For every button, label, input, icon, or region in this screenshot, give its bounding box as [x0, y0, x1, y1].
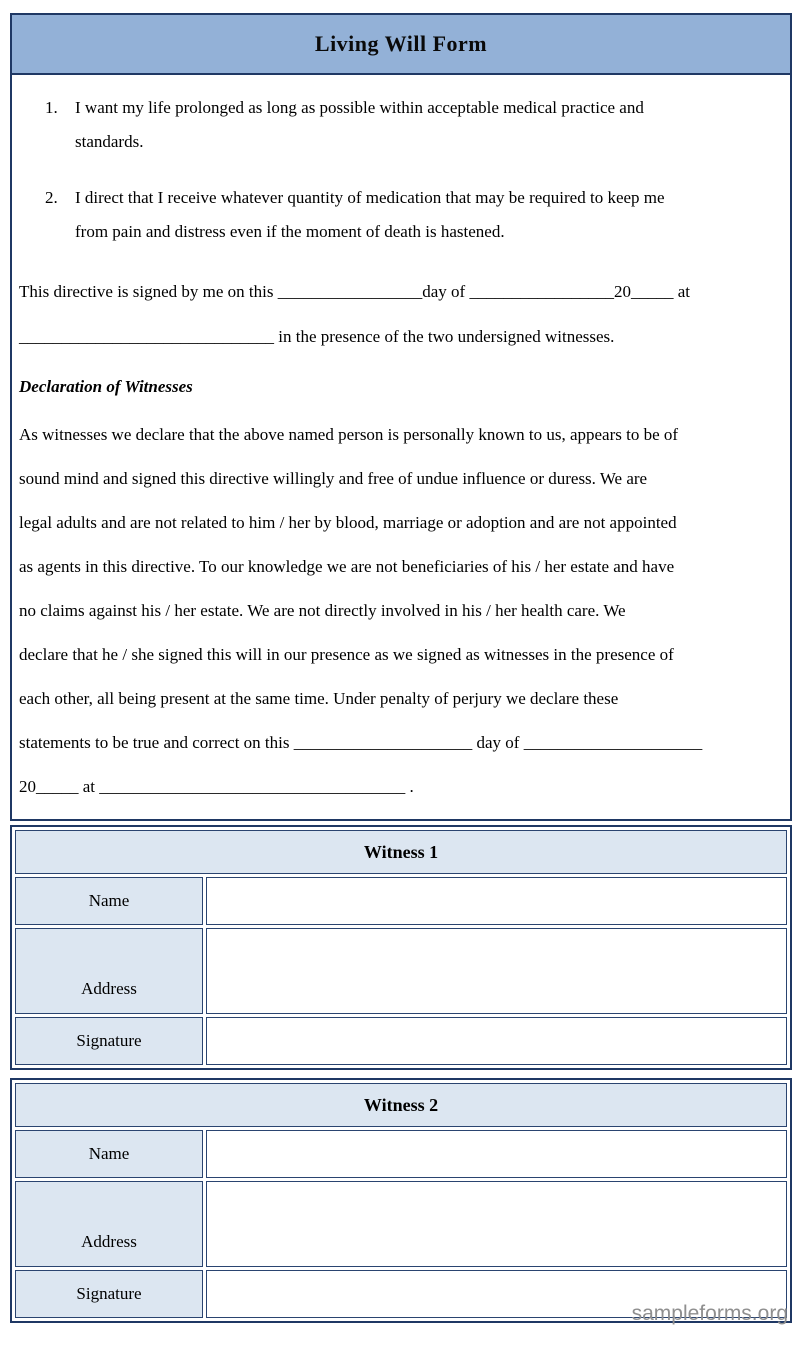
directive-item-1	[19, 91, 782, 159]
witness1-signature-value-cell[interactable]	[206, 1017, 787, 1065]
witness1-address-row	[15, 928, 787, 1014]
signed-line-2: ______________________________ in the presence of the two undersigned witnesses.	[19, 327, 615, 346]
witness1-signature-row	[15, 1017, 787, 1065]
declaration-paragraph	[19, 413, 782, 809]
declaration-line-2: sound mind and signed this directive willingly and free of undue influence or duress. We are	[19, 469, 648, 488]
witness2-address-row	[15, 1181, 787, 1267]
witness1-name-label: Name	[15, 877, 203, 925]
witness1-name-value-cell[interactable]	[206, 877, 787, 925]
signed-statement	[19, 269, 782, 359]
witness1-header: Witness 1	[15, 830, 787, 874]
declaration-line-4: as agents in this directive. To our knowledge we are not beneficiaries of his / her estate and have	[19, 557, 675, 576]
witness1-header-row	[15, 830, 787, 874]
spacer	[19, 249, 782, 269]
item-2-line-2: from pain and distress even if the moment of death is hastened.	[75, 222, 505, 241]
witness1-address-value-cell[interactable]	[206, 928, 787, 1014]
declaration-line-1: As witnesses we declare that the above named person is personally known to us, appears to be of	[19, 425, 679, 444]
declaration-line-7: each other, all being present at the same time. Under penalty of perjury we declare these	[19, 689, 619, 708]
signed-line-1: This directive is signed by me on this _________________day of _________________20_____ at	[19, 282, 690, 301]
item-1-line-2: standards.	[75, 132, 144, 151]
item-1-number: 1.	[45, 98, 58, 117]
item-2-line-1: I direct that I receive whatever quantity of medication that may be required to keep me	[75, 188, 665, 207]
witness2-address-value-cell[interactable]	[206, 1181, 787, 1267]
witness2-address-label: Address	[15, 1181, 203, 1267]
witness1-signature-label: Signature	[15, 1017, 203, 1065]
declaration-line-6: declare that he / she signed this will in our presence as we signed as witnesses in the presence of	[19, 645, 674, 664]
witness2-signature-label: Signature	[15, 1270, 203, 1318]
living-will-form-document	[10, 13, 792, 1323]
witness2-name-row	[15, 1130, 787, 1178]
declaration-heading: Declaration of Witnesses	[19, 377, 193, 396]
form-main-box	[10, 13, 792, 821]
declaration-line-8: statements to be true and correct on this _____________________ day of _____________________	[19, 733, 703, 752]
witness2-name-value-cell[interactable]	[206, 1130, 787, 1178]
declaration-line-3: legal adults and are not related to him / her by blood, marriage or adoption and are not appointed	[19, 513, 677, 532]
witness1-name-row	[15, 877, 787, 925]
witness2-table	[10, 1078, 792, 1323]
declaration-line-5: no claims against his / her estate. We are not directly involved in his / her health care. We	[19, 601, 626, 620]
form-body	[12, 75, 790, 819]
directive-item-2	[19, 181, 782, 249]
witness2-header-row	[15, 1083, 787, 1127]
watermark: sampleforms.org	[631, 1302, 788, 1325]
witness2-header: Witness 2	[15, 1083, 787, 1127]
form-title: Living Will Form	[314, 31, 488, 56]
witness1-table	[10, 825, 792, 1070]
declaration-line-9: 20_____ at ____________________________________ .	[19, 777, 414, 796]
form-title-bar	[12, 15, 790, 75]
spacer	[19, 159, 782, 181]
item-1-line-1: I want my life prolonged as long as possible within acceptable medical practice and	[75, 98, 644, 117]
item-2-number: 2.	[45, 188, 58, 207]
witness2-name-label: Name	[15, 1130, 203, 1178]
witness1-address-label: Address	[15, 928, 203, 1014]
